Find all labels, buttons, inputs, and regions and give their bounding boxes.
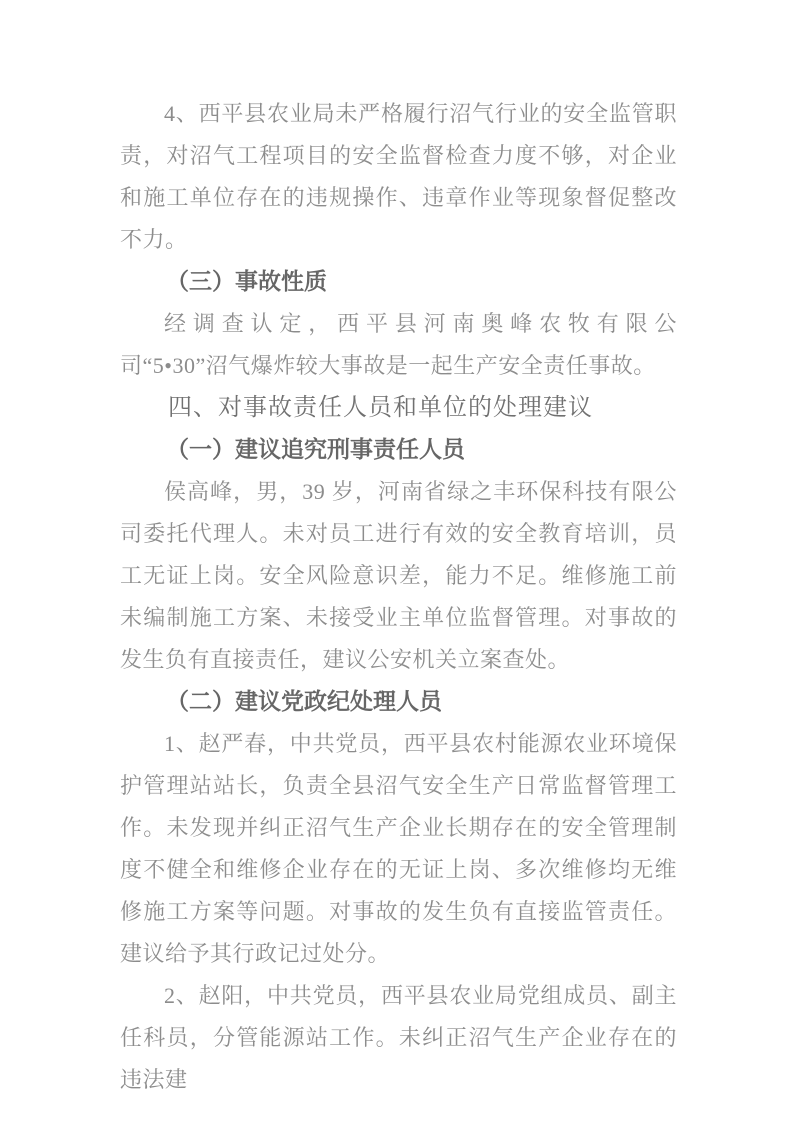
paragraph-accident-determination: 经调查认定，西平县河南奥峰农牧有限公司“5•30”沼气爆炸较大事故是一起生产安全责任事故。 bbox=[120, 311, 677, 378]
paragraph-supervision-failure: 4、西平县农业局未严格履行沼气行业的安全监管职责，对沼气工程项目的安全监督检查力度不够，对企业和施工单位存在的违规操作、违章作业等现象督促整改不力。 bbox=[120, 101, 677, 252]
section-heading-party-discipline: （二）建议党政纪处理人员 bbox=[166, 689, 442, 714]
paragraph-zhao-yang: 2、赵阳，中共党员，西平县农业局党组成员、副主任科员，分管能源站工作。未纠正沼气生产企业存在的违法建 bbox=[120, 983, 677, 1092]
paragraph-zhao-yanchun: 1、赵严春，中共党员，西平县农村能源农业环境保护管理站站长，负责全县沼气安全生产日常监督管理工作。未发现并纠正沼气生产企业长期存在的安全管理制度不健全和维修企业存在的无证上岗、多次维修均无维修施工方案等问题。对事故的发生负有直接监管责任。建议给予其行政记过处分。 bbox=[120, 731, 677, 966]
section-heading-accident-nature: （三）事故性质 bbox=[166, 269, 327, 294]
document-content bbox=[120, 93, 677, 1101]
section-heading-criminal-liability: （一）建议追究刑事责任人员 bbox=[166, 437, 465, 462]
paragraph-hou-gaofeng: 侯高峰，男，39 岁，河南省绿之丰环保科技有限公司委托代理人。未对员工进行有效的安全教育培训，员工无证上岗。安全风险意识差，能力不足。维修施工前未编制施工方案、未接受业主单位监督管理。对事故的发生负有直接责任，建议公安机关立案查处。 bbox=[120, 479, 677, 672]
chapter-heading-handling-recommendations: 四、对事故责任人员和单位的处理建议 bbox=[168, 394, 593, 421]
